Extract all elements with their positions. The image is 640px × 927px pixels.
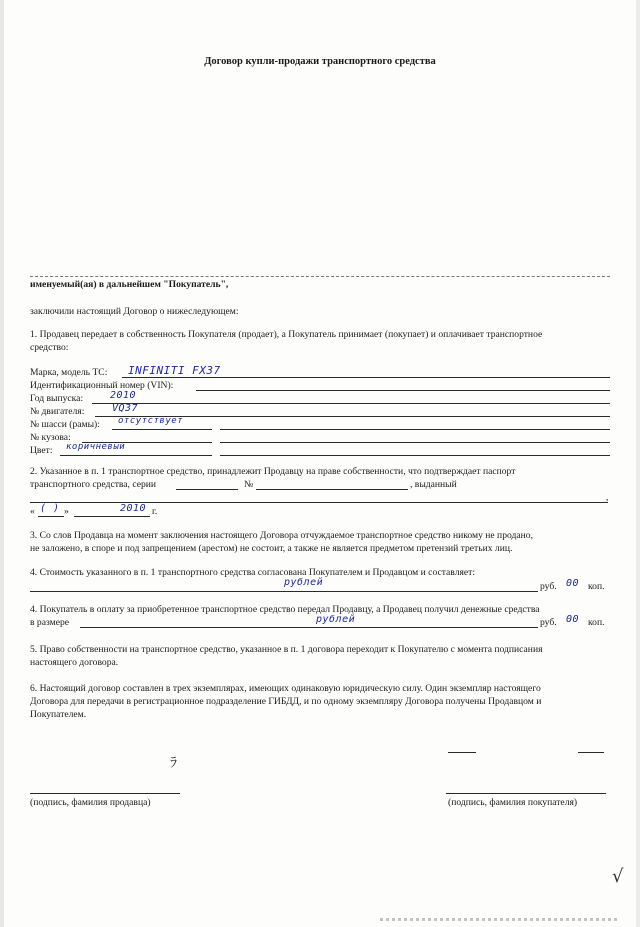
seller-signature-line [30,793,180,794]
year-value: 2010 [110,390,137,401]
clause-2-line-1: 2. Указанное в п. 1 транспортное средство, принадлежит Продавцу на праве собственности, что подтверждает паспорт [30,466,516,477]
payment-words: рублей [316,614,356,625]
price-line [30,591,538,592]
issued-by-line [30,502,608,503]
clause-3-line-2: не заложено, в споре и под запрещением (арестом) не состоит, а также не является предметом претензий третьих лиц. [30,543,513,554]
payment-kop-value: 00 [566,614,580,625]
price-kop-value: 00 [566,578,580,589]
corner-check-mark: √ [612,866,624,887]
body-line-2 [220,442,610,443]
scan-edge-right [636,0,640,927]
color-line [60,455,212,456]
chassis-label: № шасси (рамы): [30,419,100,430]
concluded-text: заключили настоящий Договор о нижеследующем: [30,306,239,317]
buyer-signature-caption: (подпись, фамилия покупателя) [448,797,578,808]
seller-signature-scribble: ﾗ [170,755,177,771]
series-line [176,489,238,490]
clause-3-line-1: 3. Со слов Продавца на момент заключения настоящего Договора отчуждаемое транспортное средство никому не продано, [30,530,533,541]
price-kop-label: коп. [588,581,605,592]
clause-2-issued-label: , выданный [410,479,457,490]
color-label: Цвет: [30,445,53,456]
chassis-line [112,429,212,430]
clause-6-line-1: 6. Настоящий договор составлен в трех экземплярах, имеющих одинаковую юридическую силу. Один экземпляр настоящего [30,683,541,694]
body-label: № кузова: [30,432,71,443]
vin-label: Идентификационный номер (VIN): [30,380,174,391]
date-open-quote: « [30,506,35,517]
buyer-sign-mark-2 [578,752,604,753]
brand-value: INFINITI FX37 [128,364,221,377]
year-line [92,403,610,404]
clause-1-line-2: средство: [30,342,69,353]
payment-line [80,627,538,628]
date-month-line [74,516,150,517]
seller-signature-caption: (подпись, фамилия продавца) [30,797,151,808]
clause-payment-line-2: в размере [30,617,70,628]
buyer-signature-line [446,793,606,794]
engine-label: № двигателя: [30,406,85,417]
clause-5-line-1: 5. Право собственности на транспортное средство, указанное в п. 1 договора переходит к Покупателю с момента подписания [30,644,543,655]
date-year-suffix: г. [152,506,158,517]
clause-4-line-1: 4. Стоимость указанного в п. 1 транспортного средства согласована Покупателем и Продавцом и составляет: [30,567,476,578]
buyer-sign-mark-1 [448,752,476,753]
brand-line [122,377,610,378]
clause-2-number-label: № [244,479,254,490]
clause-6-line-2: Договора для передачи в регистрационное подразделение ГИБДД, и по одному экземпляру Договора получены Продавцом и [30,696,542,707]
clause-5-line-2: настоящего договора. [30,657,119,668]
clause-1-line-1: 1. Продавец передает в собственность Покупателя (продает), а Покупатель принимает (покупает) и оплачивает транспортное [30,329,543,340]
date-day-line [38,516,64,517]
chassis-line-2 [220,429,610,430]
number-line [256,489,408,490]
vin-line [196,390,610,391]
comma-mark: , [606,492,609,503]
color-value: коричневый [66,442,126,452]
engine-value: VQ37 [112,403,139,414]
clause-2-series-label: транспортного средства, серии [30,479,157,490]
date-day-value: ( ) [40,503,60,514]
clause-6-line-3: Покупателем. [30,709,87,720]
scan-edge-bottom [380,918,620,921]
date-close-quote: » [64,506,69,517]
color-line-2 [220,455,610,456]
faded-line [30,276,610,277]
payment-kop-label: коп. [588,617,605,628]
price-words: рублей [284,577,324,588]
buyer-designation: именуемый(ая) в дальнейшем "Покупатель", [30,279,229,290]
clause-payment-line-1: 4. Покупатель в оплату за приобретенное транспортное средство передал Продавцу, а Продавец получил денежные средства [30,604,540,615]
date-year-value: 2010 [120,503,147,514]
year-label: Год выпуска: [30,393,84,404]
brand-label: Марка, модель ТС: [30,367,108,378]
document-title: Договор купли-продажи транспортного средства [204,56,436,67]
scan-edge-left [0,0,4,927]
price-rub-label: руб. [540,581,557,592]
chassis-value: отсутствует [118,416,184,426]
payment-rub-label: руб. [540,617,557,628]
